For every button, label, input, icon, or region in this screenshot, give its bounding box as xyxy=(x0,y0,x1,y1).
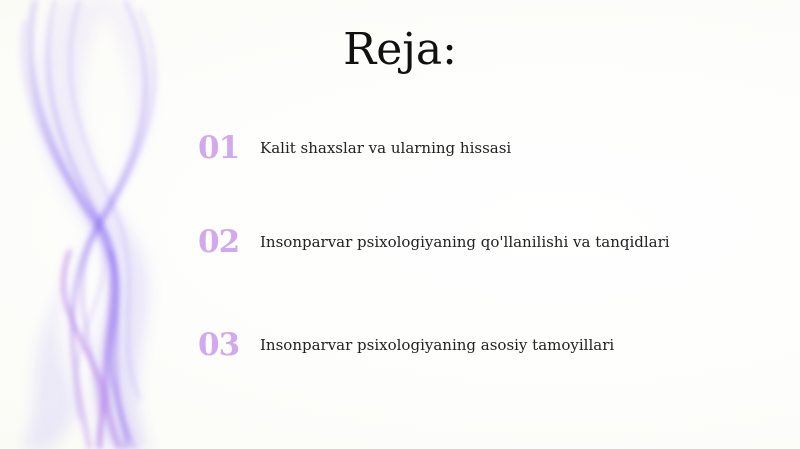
agenda-item-number: 01 xyxy=(198,130,240,166)
agenda-item-number: 02 xyxy=(198,224,240,260)
agenda-item-label: Insonparvar psixologiyaning qo'llanilishi va tanqidlari xyxy=(260,233,670,251)
smoke-ribbon-decoration xyxy=(0,0,200,449)
agenda-item-2 xyxy=(198,220,778,264)
agenda-item-label: Insonparvar psixologiyaning asosiy tamoyillari xyxy=(260,336,615,354)
agenda-item-1 xyxy=(198,126,778,170)
slide-title: Reja: xyxy=(343,24,457,75)
agenda-item-label: Kalit shaxslar va ularning hissasi xyxy=(260,139,512,157)
agenda-item-3 xyxy=(198,323,778,367)
agenda-item-number: 03 xyxy=(198,327,240,363)
